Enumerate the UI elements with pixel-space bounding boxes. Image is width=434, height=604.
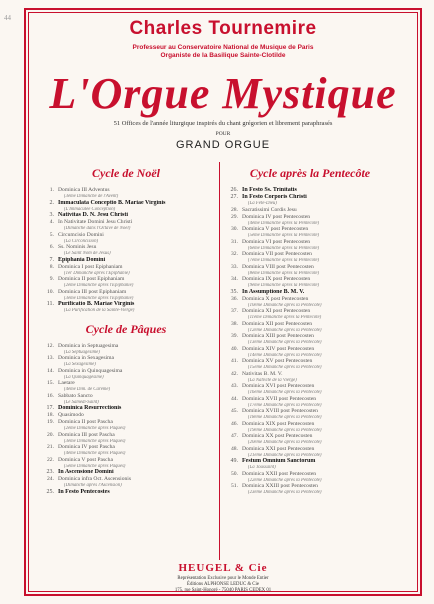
- section-title: Cycle de Noël: [92, 166, 160, 180]
- pour-label: POUR: [215, 131, 231, 137]
- item-number: 48.: [231, 445, 238, 452]
- item-title: Sabbato Sancto: [58, 392, 93, 399]
- item-subtitle: (L'Immaculée Conception): [64, 206, 116, 212]
- item-subtitle: (1er Dimanche après l'Épiphanie): [64, 270, 130, 276]
- item-title: In Assumptione B. M. V.: [242, 288, 305, 295]
- list-item: [224, 239, 396, 246]
- item-number: 40.: [231, 345, 238, 352]
- instrument-label: GRAND ORGUE: [175, 139, 271, 151]
- list-item: [40, 264, 212, 271]
- item-subtitle: (La Purification de la Sainte-Vierge): [64, 308, 135, 313]
- item-number: 26.: [230, 187, 238, 193]
- publisher-name: HEUGEL & Cie: [178, 562, 268, 574]
- item-title: Dominica XVI post Pentecosten: [242, 383, 315, 389]
- item-title: Dominica XI post Pentecosten: [242, 308, 311, 314]
- item-title: Dominica V post Pentecosten: [242, 226, 309, 232]
- item-subtitle: (La Fête-Dieu): [248, 201, 277, 206]
- item-title: Dominica in Quinquagesima: [58, 367, 123, 374]
- item-subtitle: (4ème Dimanche après la Pentecôte): [248, 220, 320, 226]
- item-title: Dominica III post Epiphaniam: [58, 288, 127, 295]
- item-subtitle: (20ème Dimanche après la Pentecôte): [248, 440, 322, 445]
- item-number: 1.: [49, 187, 54, 193]
- list-item: [40, 457, 212, 464]
- list-item: [224, 458, 396, 465]
- item-number: 17.: [46, 405, 54, 411]
- item-number: 38.: [231, 320, 238, 327]
- list-item: [224, 276, 396, 283]
- list-item: [224, 483, 396, 490]
- item-title: Dominica XV post Pentecosten: [242, 358, 313, 364]
- item-title: In Festo Corporis Christi: [242, 194, 307, 200]
- item-title: Festum Omnium Sanctorum: [242, 458, 316, 464]
- item-title: Dominica II post Epiphaniam: [58, 276, 125, 282]
- list-item: [224, 251, 396, 258]
- item-number: 34.: [231, 276, 238, 282]
- list-item: [224, 187, 396, 194]
- item-number: 5.: [49, 231, 54, 238]
- composer-title-2: Organiste de la Basilique Sainte-Clotilde: [160, 52, 286, 59]
- item-title: Dominica X post Pentecosten: [242, 295, 309, 302]
- item-title: Dominica in Septuagesima: [58, 342, 119, 349]
- list-item: [40, 393, 212, 400]
- item-number: 10.: [47, 288, 54, 295]
- item-subtitle: (3ème Dimanche après l'Épiphanie): [64, 295, 134, 301]
- work-description: 51 Offices de l'année liturgique inspirés du chant grégorien et librement paraphrasés: [113, 120, 333, 127]
- item-title: Dominica IX post Pentecosten: [242, 276, 311, 282]
- list-item: [40, 289, 212, 296]
- item-title: Dominica VIII post Pentecosten: [242, 263, 314, 270]
- item-subtitle: (18ème Dimanche après la Pentecôte): [248, 415, 322, 420]
- item-title: Epiphania Domini: [58, 256, 106, 263]
- item-title: Dominica infra Oct. Ascensionis: [58, 476, 132, 482]
- item-subtitle: (Dimanche après l'Ascension): [64, 483, 122, 488]
- item-number: 47.: [231, 433, 238, 439]
- item-number: 8.: [49, 263, 54, 270]
- item-title: Dominica I post Epiphaniam: [58, 263, 123, 270]
- list-item: [40, 405, 212, 412]
- item-number: 14.: [47, 367, 54, 374]
- page-number: 44: [4, 14, 11, 22]
- item-title: Dominica VI post Pentecosten: [242, 238, 311, 245]
- item-title: Dominica XXII post Pentecosten: [242, 470, 317, 477]
- item-title: Purificatio B. Mariae Virginis: [58, 301, 135, 307]
- item-title: Dominica VII post Pentecosten: [242, 251, 312, 257]
- item-title: Dominica XX post Pentecosten: [242, 433, 313, 439]
- right-column: [224, 158, 396, 496]
- item-title: Circumcisio Domini: [58, 231, 104, 238]
- item-subtitle: (8ème Dimanche après la Pentecôte): [248, 270, 320, 276]
- list-item: [224, 433, 396, 440]
- item-title: In Ascensione Domini: [58, 469, 114, 475]
- list-item: [224, 346, 396, 353]
- list-item: [224, 194, 396, 201]
- list-item: [224, 396, 396, 403]
- item-number: 30.: [231, 226, 238, 232]
- column-divider: [219, 162, 220, 560]
- left-column: [40, 158, 212, 496]
- composer-title-1: Professeur au Conservatoire National de Musique de Paris: [132, 44, 314, 51]
- list-item: [224, 371, 396, 378]
- list-item: [40, 368, 212, 375]
- item-subtitle: (7ème Dimanche après la Pentecôte): [248, 258, 320, 263]
- item-number: 49.: [230, 458, 238, 464]
- item-subtitle: (Dimanche dans l'Octave de Noël): [64, 226, 131, 231]
- list-item: [224, 333, 396, 340]
- item-title: Nativitas B. M. V.: [242, 370, 283, 377]
- item-number: 28.: [231, 206, 238, 213]
- item-number: 43.: [231, 383, 238, 389]
- item-title: Laetare: [58, 380, 75, 386]
- item-subtitle: (4ème Dim. de Carême): [64, 387, 111, 392]
- item-title: In Festo Pentecostes: [58, 488, 110, 495]
- list-item: [224, 226, 396, 233]
- work-title: L'Orgue Mystique: [49, 69, 397, 118]
- item-subtitle: (11ème Dimanche après la Pentecôte): [248, 315, 322, 320]
- item-subtitle: (5ème Dimanche après la Pentecôte): [248, 233, 320, 238]
- item-title: Dominica II post Pascha: [58, 419, 113, 425]
- item-subtitle: (15ème Dimanche après la Pentecôte): [248, 365, 322, 370]
- item-title: Nativitas D. N. Jesu Christi: [58, 212, 128, 218]
- item-title: Dominica XXIII post Pentecosten: [242, 483, 318, 489]
- item-number: 9.: [49, 276, 54, 282]
- list-item: [224, 214, 396, 221]
- item-title: Dominica XVIII post Pentecosten: [242, 408, 318, 414]
- item-number: 22.: [47, 456, 54, 463]
- list-item: [40, 257, 212, 264]
- item-title: Dominica IV post Pentecosten: [242, 213, 311, 220]
- item-number: 33.: [231, 263, 238, 270]
- list-item: [40, 276, 212, 283]
- item-title: Dominica V post Pascha: [58, 456, 113, 463]
- list-item: [224, 289, 396, 296]
- item-number: 46.: [231, 420, 238, 427]
- list-item: [224, 408, 396, 415]
- item-number: 15.: [47, 380, 54, 386]
- item-number: 39.: [231, 333, 238, 339]
- item-subtitle: (5ème Dimanche après Pâques): [64, 463, 126, 469]
- item-number: 12.: [47, 342, 54, 349]
- item-subtitle: (14ème Dimanche après la Pentecôte): [248, 352, 322, 358]
- item-number: 13.: [47, 355, 54, 361]
- item-number: 42.: [231, 370, 238, 377]
- list-item: [40, 212, 212, 219]
- item-subtitle: (La Toussaint): [248, 465, 276, 470]
- item-title: Dominica III Adventus: [58, 187, 110, 193]
- list-item: [224, 358, 396, 365]
- item-title: Dominica XII post Pentecosten: [242, 320, 313, 327]
- item-title: Dominica XIX post Pentecosten: [242, 420, 315, 427]
- item-number: 50.: [231, 470, 238, 477]
- item-title: Immaculata Conceptio B. Mariae Virginis: [58, 199, 166, 206]
- item-number: 37.: [231, 308, 238, 314]
- item-number: 18.: [47, 412, 54, 418]
- item-subtitle: (La Quinquagésime): [64, 374, 104, 380]
- list-item: [40, 355, 212, 362]
- list-item: [40, 343, 212, 350]
- list-item: [40, 419, 212, 426]
- item-subtitle: (17ème Dimanche après la Pentecôte): [248, 402, 322, 408]
- item-title: Dominica III post Pascha: [58, 431, 115, 438]
- item-subtitle: (16ème Dimanche après la Pentecôte): [248, 390, 322, 395]
- item-number: 3.: [49, 212, 54, 218]
- item-subtitle: (La Nativité de la Vierge): [248, 377, 297, 383]
- item-number: 44.: [231, 395, 238, 402]
- item-number: 21.: [47, 444, 54, 450]
- item-subtitle: (6ème Dimanche après la Pentecôte): [248, 245, 320, 251]
- list-item: [40, 301, 212, 308]
- item-subtitle: (Le Samedi-Saint): [64, 399, 99, 405]
- item-title: Dominica IV post Pascha: [58, 444, 115, 450]
- list-item: [40, 469, 212, 476]
- item-number: 29.: [231, 213, 238, 220]
- item-subtitle: (12ème Dimanche après la Pentecôte): [248, 327, 322, 333]
- item-title: Dominica XXI post Pentecosten: [242, 445, 315, 452]
- item-subtitle: (23ème Dimanche après la Pentecôte): [248, 490, 322, 495]
- item-number: 6.: [49, 244, 54, 250]
- item-subtitle: (2ème Dimanche après l'Épiphanie): [64, 283, 134, 288]
- list-item: [40, 412, 212, 419]
- item-title: In Nativitate Domini Jesu Christi: [58, 219, 133, 225]
- item-title: Quasimodo: [58, 412, 84, 418]
- item-number: 20.: [47, 431, 54, 438]
- item-number: 31.: [231, 238, 238, 245]
- list-item: [224, 421, 396, 428]
- item-subtitle: (4ème Dimanche après Pâques): [64, 451, 126, 456]
- list-item: [224, 446, 396, 453]
- item-number: 25.: [46, 488, 54, 495]
- item-title: Dominica XIII post Pentecosten: [242, 333, 314, 339]
- list-item: [40, 476, 212, 483]
- list-item: [40, 200, 212, 207]
- item-subtitle: (La Septuagésime): [64, 349, 100, 355]
- item-title: Sacratissimi Cordis Jesu: [242, 206, 297, 213]
- item-subtitle: (22ème Dimanche après la Pentecôte): [248, 477, 322, 483]
- item-number: 24.: [47, 476, 54, 482]
- list-item: [224, 207, 396, 214]
- item-number: 36.: [231, 295, 238, 302]
- item-title: Dominica Resurrectionis: [58, 405, 122, 411]
- item-number: 35.: [230, 288, 238, 295]
- list-item: [224, 321, 396, 328]
- list-item: [40, 380, 212, 387]
- item-subtitle: (19ème Dimanche après la Pentecôte): [248, 427, 322, 433]
- item-number: 11.: [46, 301, 54, 307]
- item-subtitle: (13ème Dimanche après la Pentecôte): [248, 340, 322, 345]
- list-item: [40, 187, 212, 194]
- list-item: [40, 489, 212, 496]
- item-title: Dominica XIV post Pentecosten: [242, 345, 315, 352]
- item-number: 2.: [49, 199, 54, 206]
- list-item: [224, 471, 396, 478]
- list-item: [224, 264, 396, 271]
- item-subtitle: (3ème Dimanche après Pâques): [64, 438, 126, 444]
- item-subtitle: (10ème Dimanche après la Pentecôte): [248, 302, 322, 308]
- publisher-line-2: Éditions ALPHONSE LEDUC & Cie: [187, 582, 259, 587]
- item-number: 45.: [231, 408, 238, 414]
- list-item: [224, 296, 396, 303]
- list-item: [224, 383, 396, 390]
- item-subtitle: (3ème Dimanche de l'Avent): [64, 194, 119, 199]
- section-title: Cycle de Pâques: [85, 321, 167, 336]
- list-item: [40, 432, 212, 439]
- item-title: Dominica XVII post Pentecosten: [242, 395, 317, 402]
- list-item: [40, 232, 212, 239]
- publisher-address: 175, rue Saint-Honoré - 75040 PARIS CEDEX 01: [174, 588, 272, 593]
- item-title: Ss. Nominis Jesu: [58, 244, 97, 250]
- item-subtitle: (Le Saint Nom de Jésus): [64, 251, 111, 256]
- item-title: In Festo Ss. Trinitatis: [242, 187, 297, 193]
- item-subtitle: (La Sexagésime): [64, 362, 96, 367]
- item-subtitle: (9ème Dimanche après la Pentecôte): [248, 283, 320, 288]
- list-item: [40, 444, 212, 451]
- item-title: Dominica in Sexagesima: [58, 355, 114, 361]
- publisher-line-1: Représentation Exclusive pour le Monde Entier: [177, 576, 269, 581]
- list-item: [40, 244, 212, 251]
- item-subtitle: (La Circoncision): [64, 238, 99, 244]
- item-number: 51.: [231, 483, 238, 489]
- list-item: [224, 308, 396, 315]
- list-item: [40, 219, 212, 226]
- item-number: 19.: [47, 419, 54, 425]
- item-number: 7.: [49, 256, 54, 263]
- item-number: 4.: [49, 219, 54, 225]
- item-subtitle: (2ème Dimanche après Pâques): [64, 426, 126, 431]
- item-subtitle: (21ème Dimanche après la Pentecôte): [248, 452, 322, 458]
- item-number: 16.: [47, 392, 54, 399]
- item-number: 27.: [230, 194, 238, 200]
- item-number: 41.: [231, 358, 238, 364]
- composer-name: Charles Tournemire: [129, 18, 317, 39]
- section-title: Cycle après la Pentecôte: [249, 166, 371, 180]
- item-number: 23.: [46, 469, 54, 475]
- item-number: 32.: [231, 251, 238, 257]
